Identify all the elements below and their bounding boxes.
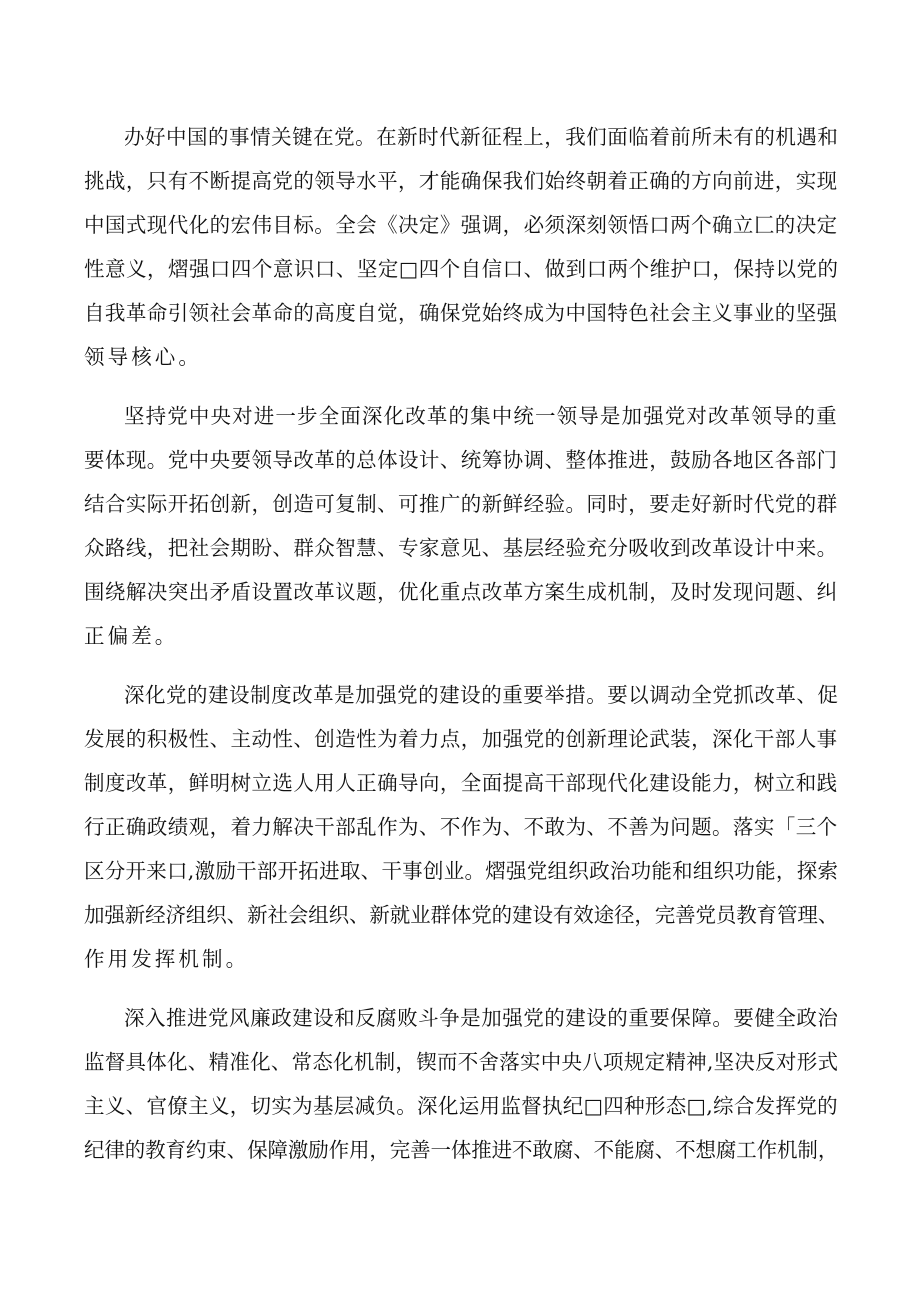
paragraph-4-line-3: 主义、官僚主义，切实为基层减负。深化运用监督执纪□四种形态□,综合发挥党的 — [84, 1094, 838, 1118]
paragraph-2-line-6: 正偏差。 — [84, 624, 179, 648]
paragraph-1-line-6: 领导核心。 — [84, 345, 202, 369]
paragraph-3-line-3: 制度改革，鲜明树立选人用人正确导向，全面提高干部现代化建设能力，树立和践 — [84, 771, 838, 795]
paragraph-4-line-4: 纪律的教育约束、保障激励作用，完善一体推进不敢腐、不能腐、不想腐工作机制， — [84, 1138, 839, 1162]
paragraph-2-line-2: 要体现。党中央要领导改革的总体设计、统筹协调、整体推进，鼓励各地区各部门 — [84, 448, 838, 472]
paragraph-3-line-5: 区分开来口,激励干部开拓进取、干事创业。熠强党组织政治功能和组织功能，探索 — [84, 859, 839, 883]
paragraph-3-line-2: 发展的积极性、主动性、创造性为着力点，加强党的创新理论武装，深化干部人事 — [84, 727, 838, 751]
paragraph-2-line-1: 坚持党中央对进一步全面深化改革的集中统一领导是加强党对改革领导的重 — [124, 404, 838, 428]
paragraph-3-line-1: 深化党的建设制度改革是加强党的建设的重要举措。要以调动全党抓改革、促 — [124, 683, 839, 707]
paragraph-1-line-5: 自我革命引领社会革命的高度自觉，确保党始终成为中国特色社会主义事业的坚强 — [84, 301, 838, 325]
paragraph-3-line-4: 行正确政绩观，着力解决干部乱作为、不作为、不敢为、不善为问题。落实「三个 — [84, 815, 838, 839]
paragraph-4-line-2: 监督具体化、精准化、常态化机制，锲而不舍落实中央八项规定精神,坚决反对形式 — [84, 1050, 839, 1074]
paragraph-3-line-6: 加强新经济组织、新社会组织、新就业群体党的建设有效途径，完善党员教育管理、 — [84, 903, 839, 927]
paragraph-2-line-4: 众路线，把社会期盼、群众智慧、专家意见、基层经验充分吸收到改革设计中来。 — [84, 536, 838, 560]
paragraph-1-line-3: 中国式现代化的宏伟目标。全会《决定》强调，必须深刻领悟口两个确立匚的决定 — [84, 213, 838, 237]
paragraph-1-line-2: 挑战，只有不断提高党的领导水平，才能确保我们始终朝着正确的方向前进，实现 — [84, 169, 838, 193]
paragraph-3-line-7: 作用发挥机制。 — [84, 947, 250, 971]
paragraph-1-line-4: 性意义，熠强口四个意识口、坚定□四个自信口、做到口两个维护口，保持以党的 — [84, 257, 839, 281]
paragraph-2-line-5: 围绕解决突出矛盾设置改革议题，优化重点改革方案生成机制，及时发现问题、纠 — [84, 580, 838, 604]
paragraph-4-line-1: 深入推进党风廉政建设和反腐败斗争是加强党的建设的重要保障。要健全政治 — [124, 1006, 839, 1030]
paragraph-1-line-1: 办好中国的事情关键在党。在新时代新征程上，我们面临着前所未有的机遇和 — [124, 125, 839, 149]
paragraph-2-line-3: 结合实际开拓创新，创造可复制、可推广的新鲜经验。同时，要走好新时代党的群 — [84, 492, 838, 516]
